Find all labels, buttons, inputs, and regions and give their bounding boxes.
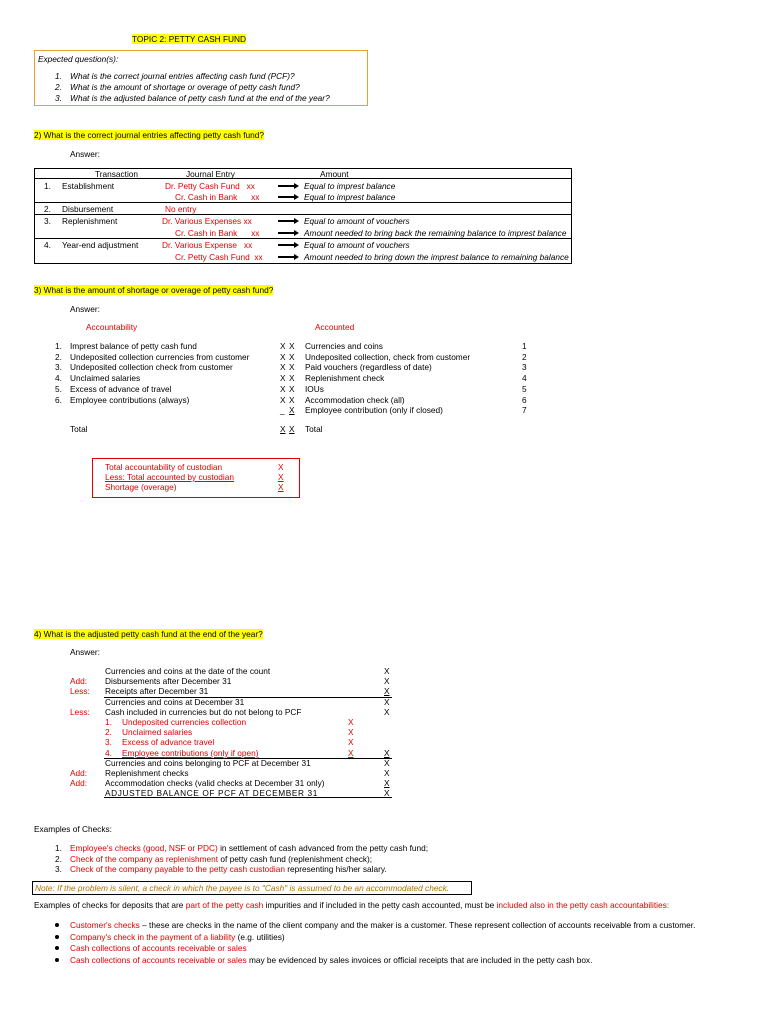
header-amount: Amount [320, 169, 349, 179]
accountability-item: Imprest balance of petty cash fund [70, 341, 197, 351]
accountability-num: 6. [55, 395, 62, 405]
accountability-item: Excess of advance of travel [70, 384, 172, 394]
check-item-highlight: Employee's checks (good, NSF or PDC) [70, 843, 218, 853]
total-mark: X [280, 424, 286, 434]
accountability-item: Unclaimed salaries [70, 373, 141, 383]
q4-line-text: Excess of advance travel [122, 737, 215, 747]
check-num: 1. [55, 843, 62, 853]
expected-heading: Expected question(s): [38, 54, 119, 64]
total-label: Total [70, 424, 88, 434]
q4-line-text: Replenishment checks [105, 768, 189, 778]
check-item-text: in settlement of cash advanced from the petty cash fund; [217, 843, 429, 853]
deposit-item-highlight: Customer's checks [70, 920, 140, 930]
arrow-icon [278, 196, 296, 198]
accounted-num: 3 [522, 362, 527, 372]
row-credit: Cr. Cash in Bank xx [175, 192, 260, 202]
q3-title: 3) What is the amount of shortage or overage of petty cash fund? [34, 285, 274, 295]
accounted-num: 5 [522, 384, 527, 394]
header-transaction: Transaction [95, 169, 139, 179]
accountability-mark: X [280, 352, 286, 362]
header-journal-entry: Journal Entry [186, 169, 235, 179]
q4-line-mark: X [384, 707, 390, 717]
q4-line-text: Accommodation checks (valid checks at December 31 only) [105, 778, 325, 788]
accountability-header: Accountability [86, 322, 138, 332]
row-num: 3. [44, 216, 51, 226]
q2-title: 2) What is the correct journal entries affecting petty cash fund? [34, 130, 264, 140]
check-item-highlight: Check of the company as replenishment [70, 854, 219, 864]
deposit-item-highlight: Cash collections of accounts receivable or sales [70, 943, 247, 953]
q4-line-mark: X [348, 737, 354, 747]
q4-line-text: Currencies and coins belonging to PCF at December 31 [105, 758, 311, 768]
row-num: 2. [44, 204, 51, 214]
answer-label: Answer: [70, 149, 100, 159]
q4-line-mark: X [348, 717, 354, 727]
check-item [70, 843, 428, 853]
row-amount: Equal to imprest balance [304, 192, 396, 202]
bullet-icon [55, 923, 59, 927]
underline [104, 697, 392, 698]
q4-line-mark: X [384, 697, 390, 707]
accounted-num: 4 [522, 373, 527, 383]
row-transaction: Replenishment [62, 216, 118, 226]
arrow-icon [278, 244, 296, 246]
q4-line-mark: X [384, 666, 390, 676]
q4-line-mark: X [384, 748, 390, 758]
accountability-mark: _ [280, 405, 285, 415]
row-debit: No entry [165, 204, 197, 214]
bullet-icon [55, 935, 59, 939]
q4-line-label: Add: [70, 768, 88, 778]
q4-line-text: Employee contributions (only if open) [122, 748, 259, 758]
checks-title: Examples of Checks: [34, 824, 112, 834]
summary-mark: X [278, 482, 284, 492]
accountability-mark: X [280, 362, 286, 372]
expected-item: What is the correct journal entries affecting cash fund (PCF)? [70, 71, 295, 81]
check-num: 2. [55, 854, 62, 864]
deposit-item [70, 955, 592, 965]
arrow-icon [278, 185, 296, 187]
deposit-item-text: – these are checks in the name of the client company and the maker is a customer. These represent collection of accounts receivable from a customer. [139, 920, 696, 930]
deposits-text-highlight: part of the petty cash [185, 900, 264, 910]
underline [104, 797, 392, 798]
check-item-text: representing his/her salary. [284, 864, 387, 874]
q4-line-mark: X [348, 727, 354, 737]
summary-line: Less: Total accounted by custodian [105, 472, 234, 482]
arrow-icon [278, 232, 296, 234]
deposit-item-text: may be evidenced by sales invoices or official receipts that are included in the petty cash box. [246, 955, 593, 965]
answer-label: Answer: [70, 647, 100, 657]
q4-line-num: 1. [105, 717, 112, 727]
row-debit: Dr. Various Expense xx [162, 240, 253, 250]
q4-line-text: ADJUSTED BALANCE OF PCF AT DECEMBER 31 [105, 788, 318, 798]
accountability-num: 1. [55, 341, 62, 351]
accounted-item: Currencies and coins [305, 341, 383, 351]
deposit-item-text: (e.g. utilities) [235, 932, 285, 942]
deposit-item [70, 943, 247, 953]
accountability-mark: X [280, 341, 286, 351]
q4-line-label: Less: [70, 686, 90, 696]
page-title: TOPIC 2: PETTY CASH FUND [132, 34, 247, 44]
accountability-mark: X [280, 395, 286, 405]
q4-line-label: Add: [70, 778, 88, 788]
q4-line-label: Add: [70, 676, 88, 686]
deposit-item [70, 920, 695, 930]
q4-line-text: Currencies and coins at December 31 [105, 697, 245, 707]
row-debit: Dr. Petty Cash Fund xx [165, 181, 255, 191]
bullet-icon [55, 958, 59, 962]
table-divider [34, 238, 572, 239]
accounted-num: 2 [522, 352, 527, 362]
check-item-highlight: Check of the company payable to the petty cash custodian [70, 864, 285, 874]
q4-line-label: Less: [70, 707, 90, 717]
q4-line-mark: X [384, 686, 390, 696]
note-text: Note: If the problem is silent, a check in which the payee is to "Cash" is assumed to be an accommodated check. [35, 883, 450, 893]
row-amount: Amount needed to bring down the imprest balance to remaining balance [304, 252, 569, 262]
accounted-mark: X [289, 341, 295, 351]
q4-line-text: Undeposited currencies collection [122, 717, 247, 727]
accounted-num: 6 [522, 395, 527, 405]
total-label-right: Total [305, 424, 323, 434]
expected-item: What is the adjusted balance of petty cash fund at the end of the year? [70, 93, 330, 103]
expected-item-num: 2. [55, 82, 62, 92]
accountability-num: 5. [55, 384, 62, 394]
accounted-mark: X [289, 395, 295, 405]
summary-line: Total accountability of custodian [105, 462, 223, 472]
row-transaction: Year-end adjustment [62, 240, 139, 250]
q4-line-text: Receipts after December 31 [105, 686, 209, 696]
accounted-item: Replenishment check [305, 373, 385, 383]
check-item-text: of petty cash fund (replenishment check); [218, 854, 373, 864]
bullet-icon [55, 946, 59, 950]
accountability-num: 3. [55, 362, 62, 372]
q4-line-mark: X [384, 768, 390, 778]
q4-line-text: Currencies and coins at the date of the count [105, 666, 271, 676]
expected-item: What is the amount of shortage or overage of petty cash fund? [70, 82, 300, 92]
table-divider [34, 214, 572, 215]
accounted-item: Accommodation check (all) [305, 395, 405, 405]
q4-line-text: Unclaimed salaries [122, 727, 193, 737]
row-transaction: Disbursement [62, 204, 114, 214]
q4-line-mark: X [384, 778, 390, 788]
expected-item-num: 3. [55, 93, 62, 103]
deposits-text: impurities and if included in the petty cash accounted, must be [263, 900, 497, 910]
accounted-mark: X [289, 373, 295, 383]
accountability-num: 2. [55, 352, 62, 362]
row-amount: Equal to amount of vouchers [304, 240, 410, 250]
accounted-mark: X [289, 352, 295, 362]
row-debit: Dr. Various Expenses xx [162, 216, 252, 226]
summary-mark: X [278, 462, 284, 472]
deposit-item-highlight: Cash collections of accounts receivable or sales [70, 955, 247, 965]
accounted-item: Paid vouchers (regardless of date) [305, 362, 432, 372]
q4-line-num: 4. [105, 748, 112, 758]
accountability-mark: X [280, 373, 286, 383]
check-item [70, 864, 387, 874]
row-num: 4. [44, 240, 51, 250]
accountability-num: 4. [55, 373, 62, 383]
accounted-num: 7 [522, 405, 527, 415]
q4-line-text: Disbursements after December 31 [105, 676, 232, 686]
check-num: 3. [55, 864, 62, 874]
check-item [70, 854, 372, 864]
expected-item-num: 1. [55, 71, 62, 81]
row-credit: Cr. Petty Cash Fund xx [175, 252, 263, 262]
accounted-num: 1 [522, 341, 527, 351]
answer-label: Answer: [70, 304, 100, 314]
summary-mark: X [278, 472, 284, 482]
accountability-item: Undeposited collection check from customer [70, 362, 233, 372]
deposits-text: Examples of checks for deposits that are [34, 900, 186, 910]
accounted-item: Employee contribution (only if closed) [305, 405, 443, 415]
deposits-intro [34, 900, 669, 910]
summary-line: Shortage (overage) [105, 482, 177, 492]
arrow-icon [278, 256, 296, 258]
deposit-item [70, 932, 285, 942]
accountability-mark: X [280, 384, 286, 394]
q4-title: 4) What is the adjusted petty cash fund at the end of the year? [34, 629, 263, 639]
q4-line-mark: X [384, 758, 390, 768]
row-amount: Amount needed to bring back the remaining balance to imprest balance [304, 228, 567, 238]
row-num: 1. [44, 181, 51, 191]
underline [104, 758, 392, 759]
q4-line-num: 3. [105, 737, 112, 747]
row-credit: Cr. Cash in Bank xx [175, 228, 260, 238]
row-transaction: Establishment [62, 181, 115, 191]
q4-line-text: Cash included in currencies but do not belong to PCF [105, 707, 302, 717]
accounted-item: Undeposited collection, check from customer [305, 352, 471, 362]
accounted-header: Accounted [315, 322, 355, 332]
q4-line-num: 2. [105, 727, 112, 737]
accounted-mark: X [289, 384, 295, 394]
deposit-item-highlight: Company's check in the payment of a liability [70, 932, 236, 942]
q4-line-mark: X [384, 676, 390, 686]
q4-line-mark: X [348, 748, 354, 758]
table-divider [34, 202, 572, 203]
row-amount: Equal to amount of vouchers [304, 216, 410, 226]
row-amount: Equal to imprest balance [304, 181, 396, 191]
accountability-item: Undeposited collection currencies from customer [70, 352, 250, 362]
total-mark: X [289, 424, 295, 434]
accounted-item: IOUs [305, 384, 324, 394]
q4-line-mark: X [384, 788, 390, 798]
accounted-mark: X [289, 362, 295, 372]
arrow-icon [278, 220, 296, 222]
accounted-mark: X [289, 405, 295, 415]
deposits-text-highlight: included also in the petty cash accountabilities: [496, 900, 670, 910]
accountability-item: Employee contributions (always) [70, 395, 190, 405]
